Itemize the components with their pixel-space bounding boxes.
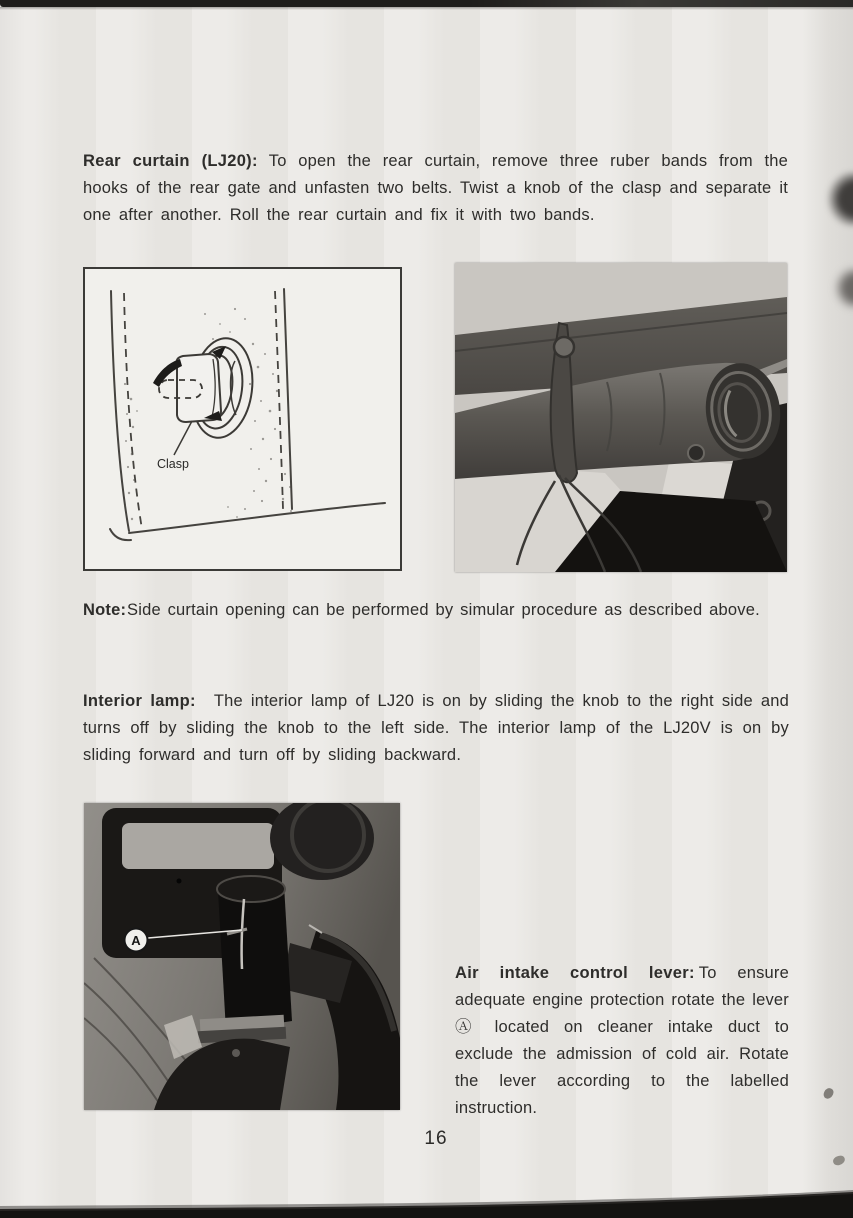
duct-opening (217, 876, 285, 902)
clasp-diagram (85, 269, 400, 569)
scan-artifact-blob (833, 268, 853, 308)
air-intake-photo-art (84, 803, 400, 1110)
callout-a-label: A (131, 933, 141, 948)
curtain-stud (688, 445, 704, 461)
air-intake-paragraph (455, 960, 789, 1122)
curtain-outline (110, 289, 385, 540)
air-intake-photo (84, 803, 400, 1110)
note-body: Side curtain opening can be performed by simular procedure as described above. (127, 601, 760, 619)
intake-duct (218, 885, 292, 1031)
interior-lamp-heading: Interior lamp: (83, 692, 196, 710)
note-label: Note: (83, 601, 127, 619)
scan-artifact-speck (832, 1155, 846, 1167)
air-intake-body: To ensure adequate engine protection rotate the lever Ⓐ located on cleaner intake duct to exclude the admission of cold air. Rotate the lever according to the labelled instruction. (455, 964, 789, 1117)
note-paragraph (83, 597, 795, 624)
interior-lamp-body: The interior lamp of LJ20 is on by sliding the knob to the right side and turns off by sliding the knob to the left side. The interior lamp of the LJ20V is on by sliding forward and turn off by sliding backward. (83, 692, 789, 764)
rolled-curtain-photo (455, 263, 787, 572)
rear-curtain-paragraph (83, 148, 788, 229)
strap-button (554, 337, 574, 357)
scan-artifact-speck (822, 1087, 835, 1101)
scan-edge-top (0, 0, 853, 7)
hose-highlight (232, 1049, 240, 1057)
plate-dot (177, 879, 182, 884)
clasp-label: Clasp (157, 457, 189, 471)
clasp-diagram-figure (83, 267, 402, 571)
rear-curtain-heading: Rear curtain (LJ20): (83, 152, 258, 170)
air-cleaner-label-plate (122, 823, 274, 869)
page-number: 16 (424, 1128, 448, 1149)
rear-curtain-body: To open the rear curtain, remove three ruber bands from the hooks of the rear gate and unfasten two belts. Twist a knob of the clasp and separate it one after another. Roll the rear curtain and fix it with two bands. (83, 152, 789, 224)
clasp-leader-line (174, 421, 192, 455)
interior-lamp-paragraph (83, 688, 789, 769)
rolled-curtain-photo-art (455, 263, 787, 572)
scan-artifact-blob (825, 172, 853, 226)
air-intake-heading: Air intake control lever: (455, 964, 695, 982)
scan-edge-bottom (0, 1188, 853, 1218)
